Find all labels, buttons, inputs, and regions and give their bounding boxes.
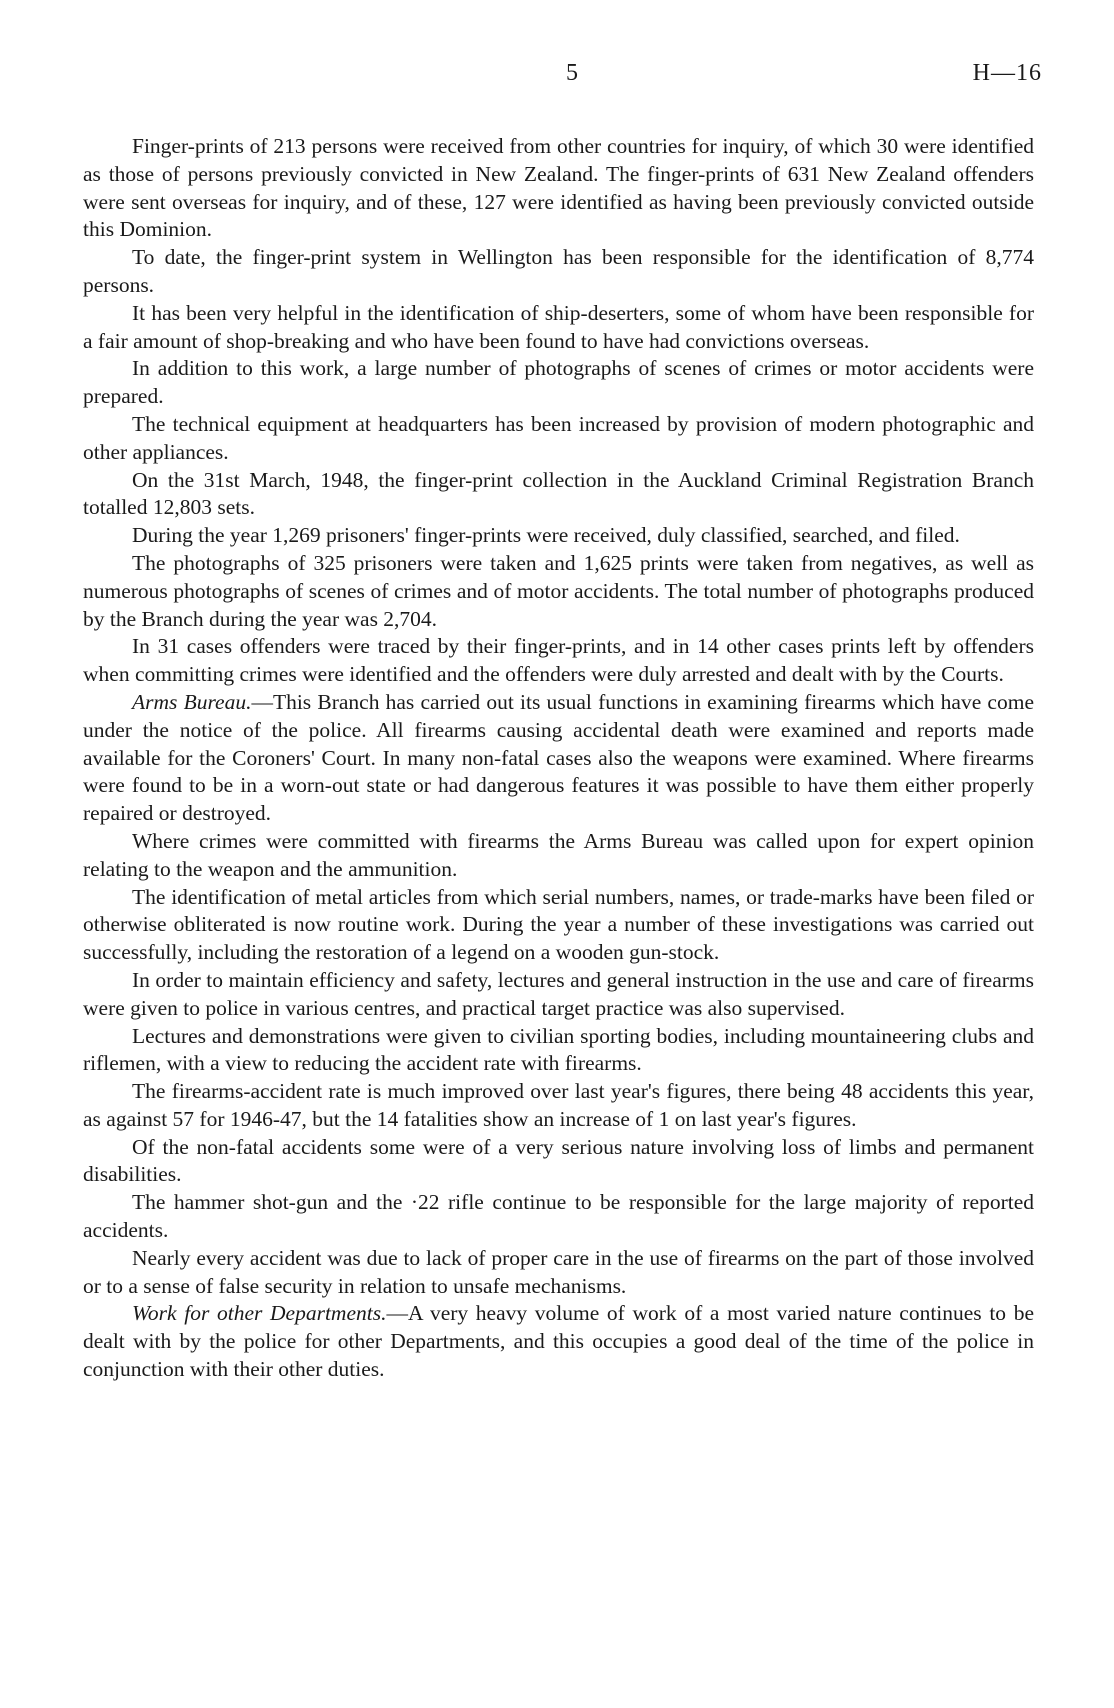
paragraph: To date, the finger-print system in Wellington has been responsible for the identification of 8,774 persons. <box>83 245 1034 297</box>
paragraph: In 31 cases offenders were traced by their finger-prints, and in 14 other cases prints left by offenders when committing crimes were identified and the offenders were duly arrested and dealt with by the Courts. <box>83 634 1034 687</box>
paragraph: During the year 1,269 prisoners' finger-prints were received, duly classified, searched, and filed. <box>132 523 960 548</box>
body-text <box>83 133 1034 1384</box>
paragraph: It has been very helpful in the identification of ship-deserters, some of whom have been responsible for a fair amount of shop-breaking and who have been found to have had convictions overseas. <box>83 300 1034 353</box>
paragraph: In order to maintain efficiency and safety, lectures and general instruction in the use and care of firearms were given to police in various centres, and practical target practice was also supervised. <box>83 967 1034 1020</box>
paragraph: Finger-prints of 213 persons were received from other countries for inquiry, of which 30 were identified as those of persons previously convicted in New Zealand. The finger-prints of 631 New Zealand offenders were sent overseas for inquiry, and of these, 127 were identified as having been previously convicted outside this Dominion. <box>83 134 1034 242</box>
paragraph: Of the non-fatal accidents some were of a very serious nature involving loss of limbs and permanent disabilities. <box>83 1134 1034 1187</box>
paragraph-other-departments: Work for other Departments.—A very heavy volume of work of a most varied nature continues to be dealt with by the police for other Departments, and this occupies a good deal of the time of the police in conjunction with their other duties. <box>83 1301 1034 1382</box>
section-lead: Work for other Departments. <box>132 1301 387 1326</box>
page-number: 5 <box>566 60 578 86</box>
page-header <box>0 60 1114 100</box>
paragraph: The technical equipment at headquarters has been increased by provision of modern photographic and other appliances. <box>83 411 1034 464</box>
paragraph: In addition to this work, a large number of photographs of scenes of crimes or motor accidents were prepared. <box>83 356 1034 409</box>
paragraph: The photographs of 325 prisoners were taken and 1,625 prints were taken from negatives, as well as numerous photographs of scenes of crimes and of motor accidents. The total number of photographs produced by the Branch during the year was 2,704. <box>83 550 1034 631</box>
paragraph: Where crimes were committed with firearms the Arms Bureau was called upon for expert opinion relating to the weapon and the ammunition. <box>83 828 1034 881</box>
document-reference: H—16 <box>972 60 1042 86</box>
paragraph: On the 31st March, 1948, the finger-print collection in the Auckland Criminal Registration Branch totalled 12,803 sets. <box>83 467 1034 520</box>
section-lead: Arms Bureau. <box>132 689 252 714</box>
paragraph: Nearly every accident was due to lack of proper care in the use of firearms on the part of those involved or to a sense of false security in relation to unsafe mechanisms. <box>83 1245 1034 1298</box>
paragraph: The firearms-accident rate is much improved over last year's figures, there being 48 accidents this year, as against 57 for 1946-47, but the 14 fatalities show an increase of 1 on last year's figures. <box>83 1079 1034 1131</box>
paragraph: The identification of metal articles from which serial numbers, names, or trade-marks have been filed or otherwise obliterated is now routine work. During the year a number of these investigations was carried out successfully, including the restoration of a legend on a wooden gun-stock. <box>83 884 1034 965</box>
paragraph: Lectures and demonstrations were given to civilian sporting bodies, including mountaineering clubs and riflemen, with a view to reducing the accident rate with firearms. <box>83 1023 1034 1076</box>
paragraph: The hammer shot-gun and the ·22 rifle continue to be responsible for the large majority of reported accidents. <box>83 1190 1034 1243</box>
paragraph-arms-bureau: Arms Bureau.—This Branch has carried out its usual functions in examining firearms which have come under the notice of the police. All firearms causing accidental death were examined and reports made available for the Coroners' Court. In many non-fatal cases also the weapons were examined. Where firearms were found to be in a worn-out state or had dangerous features it was possible to have them either properly repaired or destroyed. <box>83 689 1034 826</box>
